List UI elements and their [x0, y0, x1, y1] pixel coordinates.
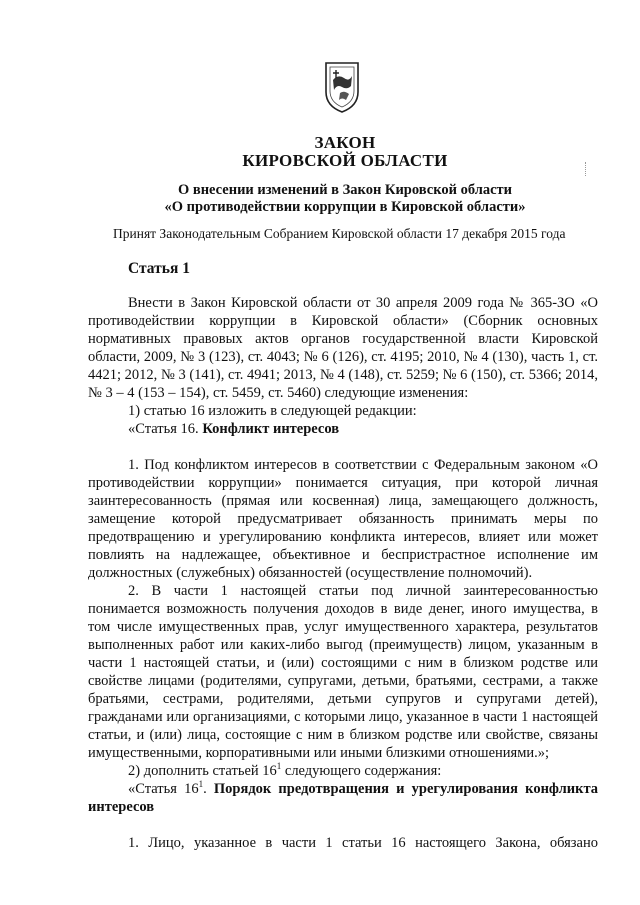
intro-paragraph: Внести в Закон Кировской области от 30 апреля 2009 года № 365-ЗО «О противодействии коррупции в Кировской области» (Сборник основных нормативных правовых актов органов государственной власти Кировской области, 2009, № 3 (123), ст. 4043; № 6 (126), ст. 4195; 2010, № 4 (130), часть 1, ст. 4421; 2012, № 3 (141), ст. 4941; 2013, № 4 (148), ст. 5259; № 6 (150), ст. 5366; 2014, № 3 – 4 (153 – 154), ст. 5459, ст. 5460) следующие изменения: — [88, 295, 598, 401]
article-16-1-part-1: 1. Лицо, указанное в части 1 статьи 16 настоящего Закона, обязано — [128, 835, 598, 851]
coat-of-arms-icon — [322, 60, 362, 114]
article-16-1-title: Порядок предотвращения и урегулирования конфликта интересов — [88, 781, 598, 815]
article-16-part-2: 2. В части 1 настоящей статьи под личной заинтересованностью понимается возможность получения доходов в виде денег, иного имущества, в том числе имущественных прав, услуг имущественного характера, результатов выполненных работ или каких-либо выгод (преимуществ) лицом, указанным в части 1 настоящей статьи, и (или) состоящими с ним в близком родстве или свойстве лицами (родителями, супругами, детьми, братьями, сестрами, а также братьями, сестрами, родителями, детьми супругов и супругами детей), гражданами или организациями, с которыми лицо, указанное в части 1 настоящей статьи, и (или) лица, состоящие с ним в близком родстве или свойстве, связаны имущественными, корпоративными или иными близкими отношениями.»; — [88, 583, 598, 761]
item-2-suffix: следующего содержания: — [281, 763, 442, 779]
region-title: КИРОВСКОЙ ОБЛАСТИ — [242, 151, 448, 170]
subtitle-line-2: «О противодействии коррупции в Кировской области» — [164, 199, 526, 215]
article-16-1-prefix: «Статья 16 — [128, 781, 199, 797]
spacer — [88, 438, 598, 456]
article-heading: Статья 1 — [128, 260, 190, 277]
document-body — [88, 294, 598, 852]
amendment-item-2 — [88, 762, 598, 780]
item-2-sup: 1 — [276, 761, 282, 772]
article-16-heading — [88, 420, 598, 438]
article-16-1-dot: . — [203, 781, 214, 797]
article-16-1-sup: 1 — [198, 779, 204, 790]
law-title: ЗАКОН — [314, 133, 376, 152]
spacer — [88, 816, 598, 834]
article-16-1-heading — [88, 780, 598, 816]
article-16-part-1: 1. Под конфликтом интересов в соответствии с Федеральным законом «О противодействии коррупции» понимается ситуация, при которой личная заинтересованность (прямая или косвенная) лица, замещающего должность, замещение которой предусматривает обязанность принимать меры по предотвращению и урегулированию конфликта интересов, влияет или может повлиять на надлежащее, объективное и беспристрастное исполнение им должностных (служебных) обязанностей (осуществление полномочий). — [88, 457, 598, 581]
adoption-note: Принят Законодательным Собранием Кировской области 17 декабря 2015 года — [113, 226, 566, 241]
amendment-item-1: 1) статью 16 изложить в следующей редакции: — [128, 403, 417, 419]
law-subtitle — [0, 182, 640, 216]
subtitle-line-1: О внесении изменений в Закон Кировской области — [177, 182, 513, 198]
item-2-prefix: 2) дополнить статьей 16 — [128, 763, 277, 779]
article-16-prefix: «Статья 16. — [128, 421, 203, 437]
article-16-title: Конфликт интересов — [202, 421, 340, 437]
